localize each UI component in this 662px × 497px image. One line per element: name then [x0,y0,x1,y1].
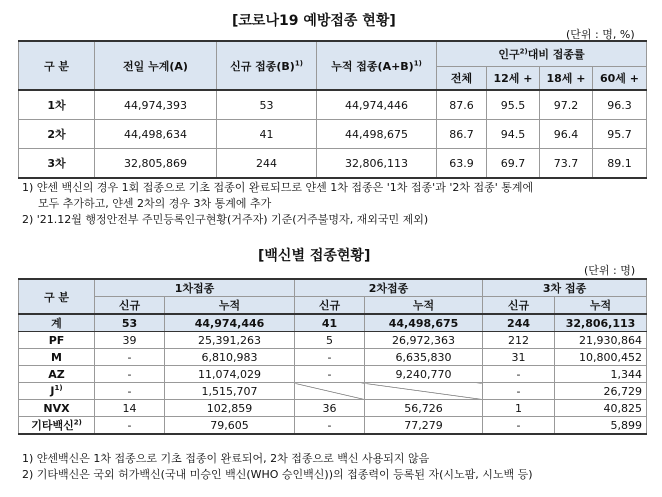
cell-d3-cum: 32,806,113 [555,314,647,332]
cell-d3-cum: 5,899 [555,417,647,435]
cell-d2-new-slashed [295,383,365,400]
header-dose1: 1차접종 [95,279,295,297]
cell-d2-cum: 9,240,770 [365,366,483,383]
cell-d1-cum: 102,859 [165,400,295,417]
table-row [19,417,647,435]
header-cumulative: 누적 접종$(A+B)^{1)}$ [317,41,437,90]
table-row [19,366,647,383]
cell-d3-new: 244 [483,314,555,332]
cell-rate-12: 94.5 [487,120,540,149]
header-dose2-cum: 누적 [365,297,483,315]
header-dose1-new: 신규 [95,297,165,315]
header-dose1-cum: 누적 [165,297,295,315]
vaccine-type-table [18,278,647,435]
cell-rate-12: 69.7 [487,149,540,179]
cell-d1-new: 39 [95,332,165,349]
header-rate-18: 18세 + [540,67,593,91]
cell-d3-new: - [483,417,555,435]
cell-d1-new: 53 [95,314,165,332]
cell-d1-new: - [95,349,165,366]
header-rate-all: 전체 [437,67,487,91]
header-category: 구 분 [19,279,95,314]
table-row [19,120,647,149]
cell-d3-cum: 10,800,452 [555,349,647,366]
cell-d3-new: 31 [483,349,555,366]
cell-d2-cum-slashed [365,383,483,400]
cell-rate-12: 95.5 [487,90,540,120]
cell-d2-new: 5 [295,332,365,349]
row-label: 기타백신$^{2)}$ [19,417,95,435]
cell-cum: 44,498,675 [317,120,437,149]
table1-note-1-cont: 모두 추가하고, 얀센 2차의 경우 3차 통계에 추가 [38,197,272,210]
cell-d2-cum: 6,635,830 [365,349,483,366]
cell-rate-18: 73.7 [540,149,593,179]
cell-d3-new: - [483,366,555,383]
table2-unit: (단위 : 명) [584,264,636,277]
cell-rate-18: 97.2 [540,90,593,120]
cell-new: 53 [217,90,317,120]
cell-d3-cum: 26,729 [555,383,647,400]
table-row [19,90,647,120]
cell-d1-cum: 6,810,983 [165,349,295,366]
cell-rate-60: 96.3 [593,90,647,120]
cell-d3-cum: 1,344 [555,366,647,383]
cell-cum: 44,974,446 [317,90,437,120]
table-row [19,149,647,179]
table2-note-2: 2) 기타백신은 국외 허가백신(국내 미승인 백신(WHO 승인백신))의 접종력이 등록된 자(시노팜, 시노백 등) [22,468,533,481]
table-row [19,332,647,349]
header-dose2: 2차접종 [295,279,483,297]
cell-prev: 32,805,869 [95,149,217,179]
header-dose3: 3차 접종 [483,279,647,297]
cell-d1-new: - [95,383,165,400]
cell-new: 41 [217,120,317,149]
cell-rate-60: 89.1 [593,149,647,179]
table2-title: [백신별 접종현황] [258,248,371,264]
table-row [19,400,647,417]
cell-d2-cum: 44,498,675 [365,314,483,332]
cell-rate-60: 95.7 [593,120,647,149]
table1-note-1: 1) 얀센 백신의 경우 1회 접종으로 기초 접종이 완료되므로 얀센 1차 접종은 '1차 접종'과 '2차 접종' 통계에 [22,181,534,194]
cell-d2-new: 36 [295,400,365,417]
total-row [19,314,647,332]
row-label: PF [19,332,95,349]
cell-d1-new: - [95,417,165,435]
header-dose2-new: 신규 [295,297,365,315]
cell-d1-cum: 25,391,263 [165,332,295,349]
cell-d3-cum: 40,825 [555,400,647,417]
cell-d3-new: 1 [483,400,555,417]
cell-d1-cum: 1,515,707 [165,383,295,400]
cell-d1-cum: 79,605 [165,417,295,435]
cell-d2-cum: 77,279 [365,417,483,435]
cell-d1-cum: 44,974,446 [165,314,295,332]
table-row [19,349,647,366]
cell-d2-new: - [295,366,365,383]
table-row [19,383,647,400]
header-dose3-cum: 누적 [555,297,647,315]
row-label: 2차 [19,120,95,149]
cell-d2-new: - [295,417,365,435]
row-label: $J^{1)}$ [19,383,95,400]
table1-note-2: 2) '21.12월 행정안전부 주민등록인구현황(거주자) 기준(거주불명자, 재외국민 제외) [22,213,429,226]
cell-rate-18: 96.4 [540,120,593,149]
cell-d1-new: - [95,366,165,383]
header-new: 신규 접종$(B)^{1)}$ [217,41,317,90]
cell-cum: 32,806,113 [317,149,437,179]
cell-d2-cum: 56,726 [365,400,483,417]
cell-d2-new: 41 [295,314,365,332]
vaccination-status-table [18,40,647,179]
cell-d1-new: 14 [95,400,165,417]
cell-rate-all: 87.6 [437,90,487,120]
cell-d1-cum: 11,074,029 [165,366,295,383]
cell-d2-cum: 26,972,363 [365,332,483,349]
row-label: 1차 [19,90,95,120]
row-label: 계 [19,314,95,332]
cell-d2-new: - [295,349,365,366]
cell-prev: 44,974,393 [95,90,217,120]
header-rate-12: 12세 + [487,67,540,91]
row-label: 3차 [19,149,95,179]
table1-title: [코로나19 예방접종 현황] [232,13,396,29]
table2-note-1: 1) 얀센백신은 1차 접종으로 기초 접종이 완료되어, 2차 접종으로 백신 사용되지 않음 [22,452,430,465]
header-cumulative-prev: 전일 누계(A) [95,41,217,90]
row-label: NVX [19,400,95,417]
cell-rate-all: 63.9 [437,149,487,179]
cell-new: 244 [217,149,317,179]
cell-d3-cum: 21,930,864 [555,332,647,349]
row-label: M [19,349,95,366]
header-dose3-new: 신규 [483,297,555,315]
cell-rate-all: 86.7 [437,120,487,149]
row-label: AZ [19,366,95,383]
cell-prev: 44,498,634 [95,120,217,149]
header-rate-60: 60세 + [593,67,647,91]
header-category: 구 분 [19,41,95,90]
table1-unit: (단위 : 명, %) [566,28,635,41]
cell-d3-new: 212 [483,332,555,349]
cell-d3-new: - [483,383,555,400]
header-rate-group: 인구$^{2)}$대비 접종률 [437,41,647,67]
